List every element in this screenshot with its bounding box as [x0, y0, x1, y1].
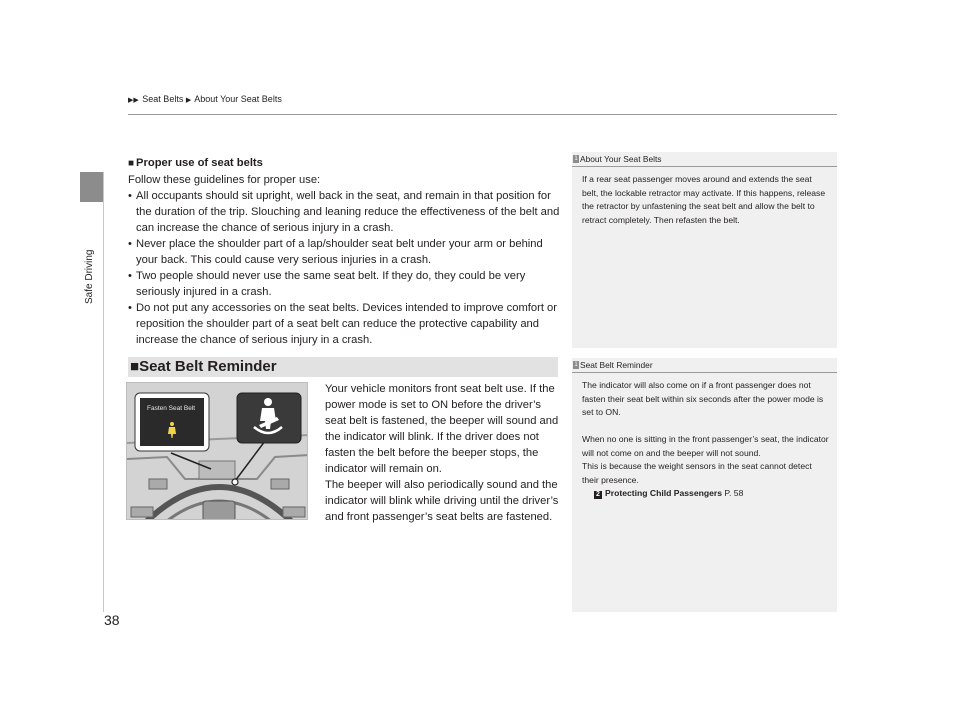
cross-reference-link[interactable]: 2 Protecting Child Passengers P. 58	[582, 487, 829, 501]
list-item: • Never place the shoulder part of a lap/shoulder seat belt under your arm or behind your back. This could cause very serious injuries in a crash.	[128, 238, 543, 266]
list-item: • All occupants should sit upright, well back in the seat, and remain in that position for the duration of the trip. Slouching and leaning reduce the effectiveness of the belt and can increase the chance of serious injury in a crash.	[128, 190, 560, 234]
chapter-label: Safe Driving	[84, 249, 95, 304]
note-number-icon: 1	[574, 156, 578, 162]
bullet-icon: •	[128, 190, 132, 202]
square-bullet-icon: ■	[128, 158, 135, 169]
list-item: • Two people should never use the same seat belt. If they do, they could be very seriously injured in a crash.	[128, 270, 526, 298]
note-number-icon: 1	[574, 362, 578, 368]
sidebar-note-body: The indicator will also come on if a front passenger does not fasten their seat belt within six seconds after the power mode is set to ON. When no one is sitting in the front passenger’s seat, the indicator will not come on and the beeper will not sound. This is because the weight sensors in the seat cannot detect their presence. 2 Protecting Child Passengers P. 58	[572, 373, 837, 501]
dashboard-illustration	[126, 382, 308, 520]
fasten-seat-belt-label: Fasten Seat Belt	[147, 405, 196, 412]
breadcrumb	[128, 94, 282, 104]
bullet-icon: •	[128, 302, 132, 314]
sidebar-note-header	[572, 152, 837, 167]
reference-arrow-icon: 2	[594, 491, 602, 499]
header-rule	[128, 114, 837, 115]
breadcrumb-arrow-icon: ▶▶	[128, 97, 139, 104]
bullet-icon: •	[128, 270, 132, 282]
square-bullet-icon: ■	[130, 358, 140, 375]
sidebar-note-header	[572, 358, 837, 373]
bullet-icon: •	[128, 238, 132, 250]
reminder-paragraph: The beeper will also periodically sound and the indicator will blink while driving until the driver’s and front passenger’s seat belts are fastened.	[325, 479, 559, 523]
breadcrumb-item-seat-belts[interactable]: Seat Belts	[142, 94, 184, 104]
section-intro: Follow these guidelines for proper use:	[128, 174, 321, 186]
guideline-list	[128, 188, 560, 348]
section-title: ■ Proper use of seat belts	[128, 157, 263, 169]
sidebar-note-body: If a rear seat passenger moves around and extends the seat belt, the lockable retractor may activate. If this happens, release the retractor by unfastening the seat belt and allow the belt to retract completely. Then refasten the belt.	[582, 174, 826, 225]
dashboard-drawing	[127, 383, 308, 520]
reminder-description	[325, 381, 560, 525]
reminder-section-title: ■Seat Belt Reminder	[130, 358, 277, 375]
chapter-divider	[103, 172, 104, 612]
sidebar-note-about-seat-belts	[572, 152, 837, 348]
proper-use-section	[128, 155, 560, 348]
breadcrumb-item-about-seat-belts[interactable]: About Your Seat Belts	[194, 94, 282, 104]
sidebar-note-title: About Your Seat Belts	[580, 154, 662, 164]
chapter-tab	[80, 172, 104, 202]
sidebar-note-seat-belt-reminder	[572, 358, 837, 612]
reminder-paragraph: Your vehicle monitors front seat belt use. If the power mode is set to ON before the driver’s seat belt is fastened, the beeper will sound and the indicator will blink. If the driver does not fasten the belt before the beeper stops, the indicator will remain on.	[325, 383, 559, 475]
breadcrumb-arrow-icon: ▶	[185, 97, 192, 104]
sidebar-note-title: Seat Belt Reminder	[580, 360, 653, 370]
page-number: 38	[104, 612, 120, 628]
reminder-section-bar	[128, 357, 558, 377]
list-item: • Do not put any accessories on the seat belts. Devices intended to improve comfort or reposition the shoulder part of a seat belt can reduce the protective capability and increase the chance of serious injury in a crash.	[128, 302, 557, 346]
